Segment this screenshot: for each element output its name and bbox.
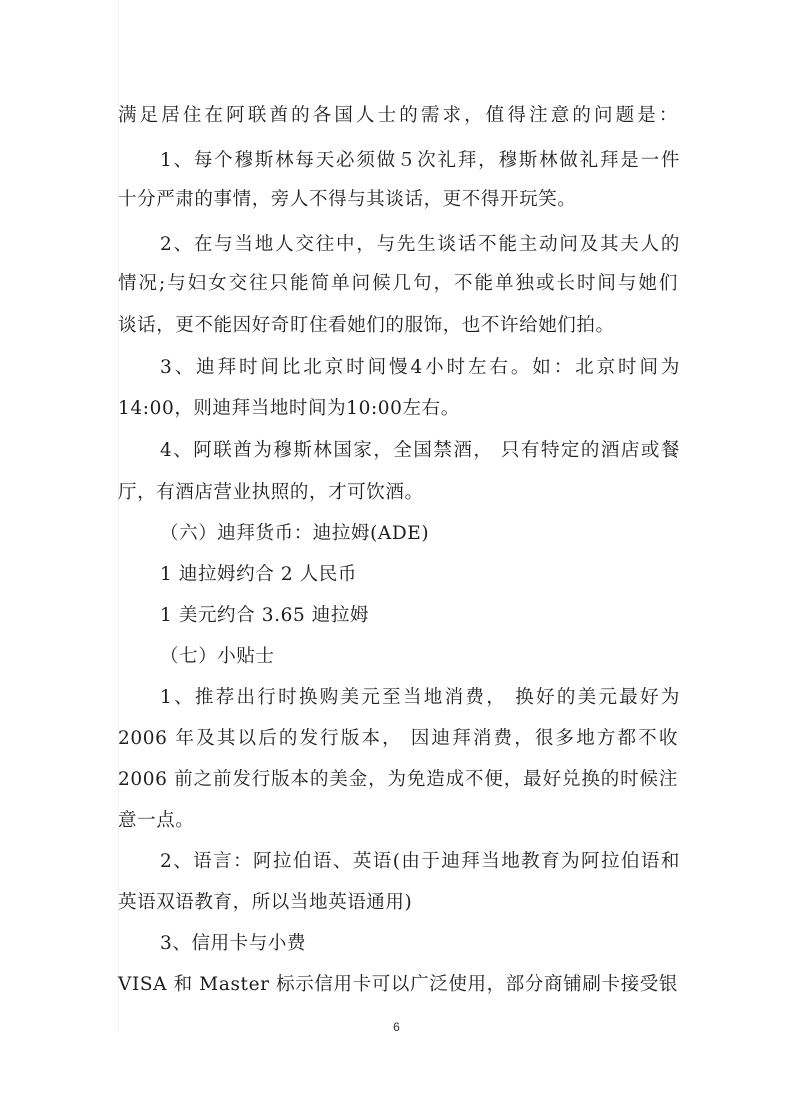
section-tips-heading: （七）小贴士 (160, 646, 275, 667)
currency-rate-rmb: 1 迪拉姆约合 2 人民币 (160, 564, 357, 585)
tip-4-line-2: 厅，有酒店营业执照的，才可饮酒。 (118, 482, 424, 503)
tips-1-line-3: 2006 前之前发行版本的美金，为免造成不便，最好兑换的时候注 (118, 769, 678, 790)
scan-edge (118, 0, 119, 1030)
section-currency-heading: （六）迪拜货币：迪拉姆(ADE) (160, 523, 430, 544)
tip-3-line-2: 14:00，则迪拜当地时间为10:00左右。 (118, 398, 460, 419)
tips-3-heading: 3、信用卡与小费 (160, 933, 307, 954)
tips-1-line-1: 1、推荐出行时换购美元至当地消费， 换好的美元最好为 (160, 687, 680, 708)
tips-2-line-2: 英语双语教育，所以当地英语通用) (118, 892, 413, 913)
tip-2-line-2: 情况;与妇女交往只能简单问候几句，不能单独或长时间与她们 (118, 273, 678, 294)
tip-2-line-1: 2、在与当地人交往中，与先生谈话不能主动问及其夫人的 (160, 234, 680, 255)
paragraph-continuation-line: 满足居住在阿联酋的各国人士的需求，值得注意的问题是： (118, 105, 678, 126)
tip-3-line-1: 3、迪拜时间比北京时间慢4小时左右。如：北京时间为 (160, 357, 680, 378)
tips-2-line-1: 2、语言：阿拉伯语、英语(由于迪拜当地教育为阿拉伯语和 (160, 851, 680, 872)
tip-1-line-1: 1、每个穆斯林每天必须做５次礼拜，穆斯林做礼拜是一件 (160, 150, 680, 171)
tip-2-line-3: 谈话，更不能因好奇盯住看她们的服饰，也不许给她们拍。 (118, 315, 615, 336)
tip-1-line-2: 十分严肃的事情，旁人不得与其谈话，更不得开玩笑。 (118, 189, 577, 210)
tip-4-line-1: 4、阿联酋为穆斯林国家，全国禁酒， 只有特定的酒店或餐 (160, 440, 680, 461)
tips-1-line-4: 意一点。 (118, 810, 195, 831)
page-number: 6 (393, 1020, 400, 1034)
tips-3-line-1: VISA 和 Master 标示信用卡可以广泛使用，部分商铺刷卡接受银 (118, 974, 678, 995)
tips-1-line-2: 2006 年及其以后的发行版本， 因迪拜消费，很多地方都不收 (118, 728, 678, 749)
currency-rate-usd: 1 美元约合 3.65 迪拉姆 (160, 605, 370, 626)
